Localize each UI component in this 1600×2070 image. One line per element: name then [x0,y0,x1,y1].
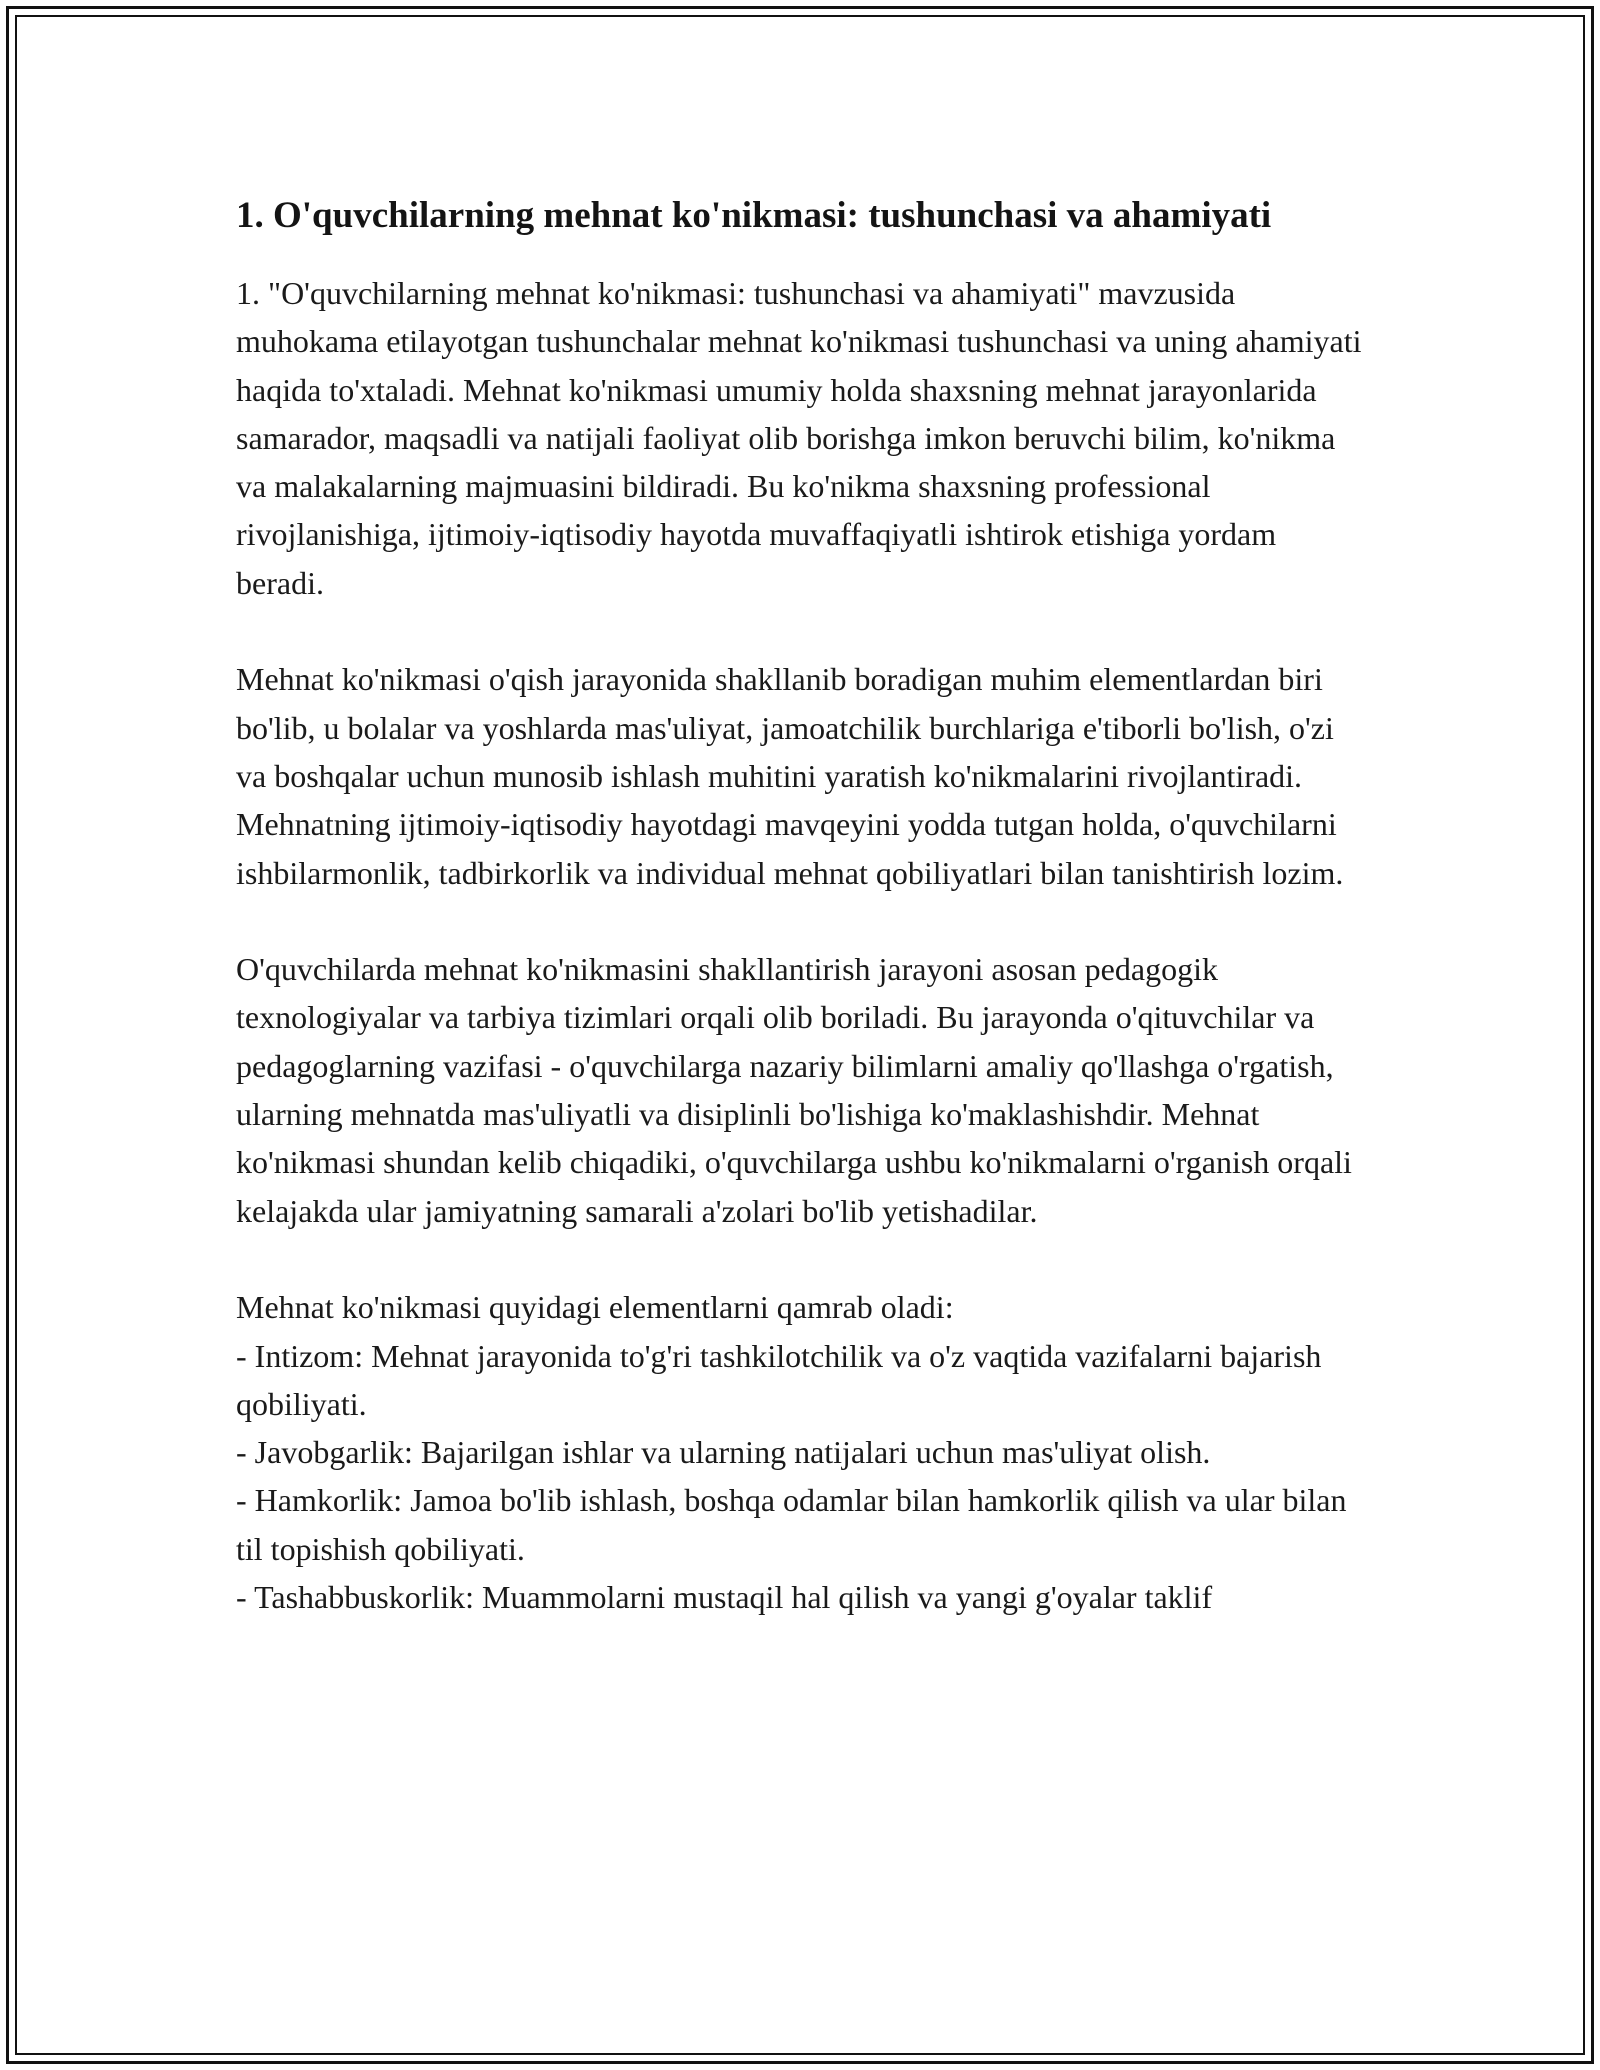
paragraph-2: Mehnat ko'nikmasi o'qish jarayonida shakllanib boradigan muhim elementlardan biri bo'lib, u bolalar va yoshlarda mas'uliyat, jamoatchilik burchlariga e'tiborli bo'lish, o'zi va boshqalar uchun munosib ishlash muhitini yaratish ko'nikmalarini rivojlantiradi. Mehnatning ijtimoiy-iqtisodiy hayotdagi mavqeyini yodda tutgan holda, o'quvchilarni ishbilarmonlik, tadbirkorlik va individual mehnat qobiliyatlari bilan tanishtirish lozim. [236,661,1344,891]
document-body [236,269,1366,1621]
paragraph-1: 1. "O'quvchilarning mehnat ko'nikmasi: tushunchasi va ahamiyati" mavzusida muhokama etilayotgan tushunchalar mehnat ko'nikmasi tushunchasi va uning ahamiyati haqida to'xtaladi. Mehnat ko'nikmasi umumiy holda shaxsning mehnat jarayonlarida samarador, maqsadli va natijali faoliyat olib borishga imkon beruvchi bilim, ko'nikma va malakalarning majmuasini bildiradi. Bu ko'nikma shaxsning professional rivojlanishiga, ijtimoiy-iqtisodiy hayotda muvaffaqiyatli ishtirok etishiga yordam beradi. [236,275,1362,601]
list-item-javobgarlik: - Javobgarlik: Bajarilgan ishlar va ularning natijalari uchun mas'uliyat olish. [236,1434,1211,1471]
list-item-intizom: - Intizom: Mehnat jarayonida to'g'ri tashkilotchilik va o'z vaqtida vazifalarni bajarish qobiliyati. [236,1337,1322,1422]
paragraph-spacer [236,897,1366,945]
paragraph-spacer [236,607,1366,655]
list-item-tashabbuskorlik: - Tashabbuskorlik: Muammolarni mustaqil hal qilish va yangi g'oyalar taklif [236,1579,1213,1616]
list-item-hamkorlik: - Hamkorlik: Jamoa bo'lib ishlash, boshqa odamlar bilan hamkorlik qilish va ular bilan til topishish qobiliyati. [236,1482,1347,1567]
paragraph-3: O'quvchilarda mehnat ko'nikmasini shakllantirish jarayoni asosan pedagogik texnologiyalar va tarbiya tizimlari orqali olib boriladi. Bu jarayonda o'qituvchilar va pedagoglarning vazifasi - o'quvchilarga nazariy bilimlarni amaliy qo'llashga o'rgatish, ularning mehnatda mas'uliyatli va disiplinli bo'lishiga ko'maklashishdir. Mehnat ko'nikmasi shundan kelib chiqadiki, o'quvchilarga ushbu ko'nikmalarni o'rganish orqali kelajakda ular jamiyatning samarali a'zolari bo'lib yetishadilar. [236,951,1352,1229]
list-intro: Mehnat ko'nikmasi quyidagi elementlarni qamrab oladi: [236,1289,954,1326]
document-title: 1. O'quvchilarning mehnat ko'nikmasi: tushunchasi va ahamiyati [236,195,1272,236]
paragraph-spacer [236,1235,1366,1283]
document-content [236,188,1366,1621]
